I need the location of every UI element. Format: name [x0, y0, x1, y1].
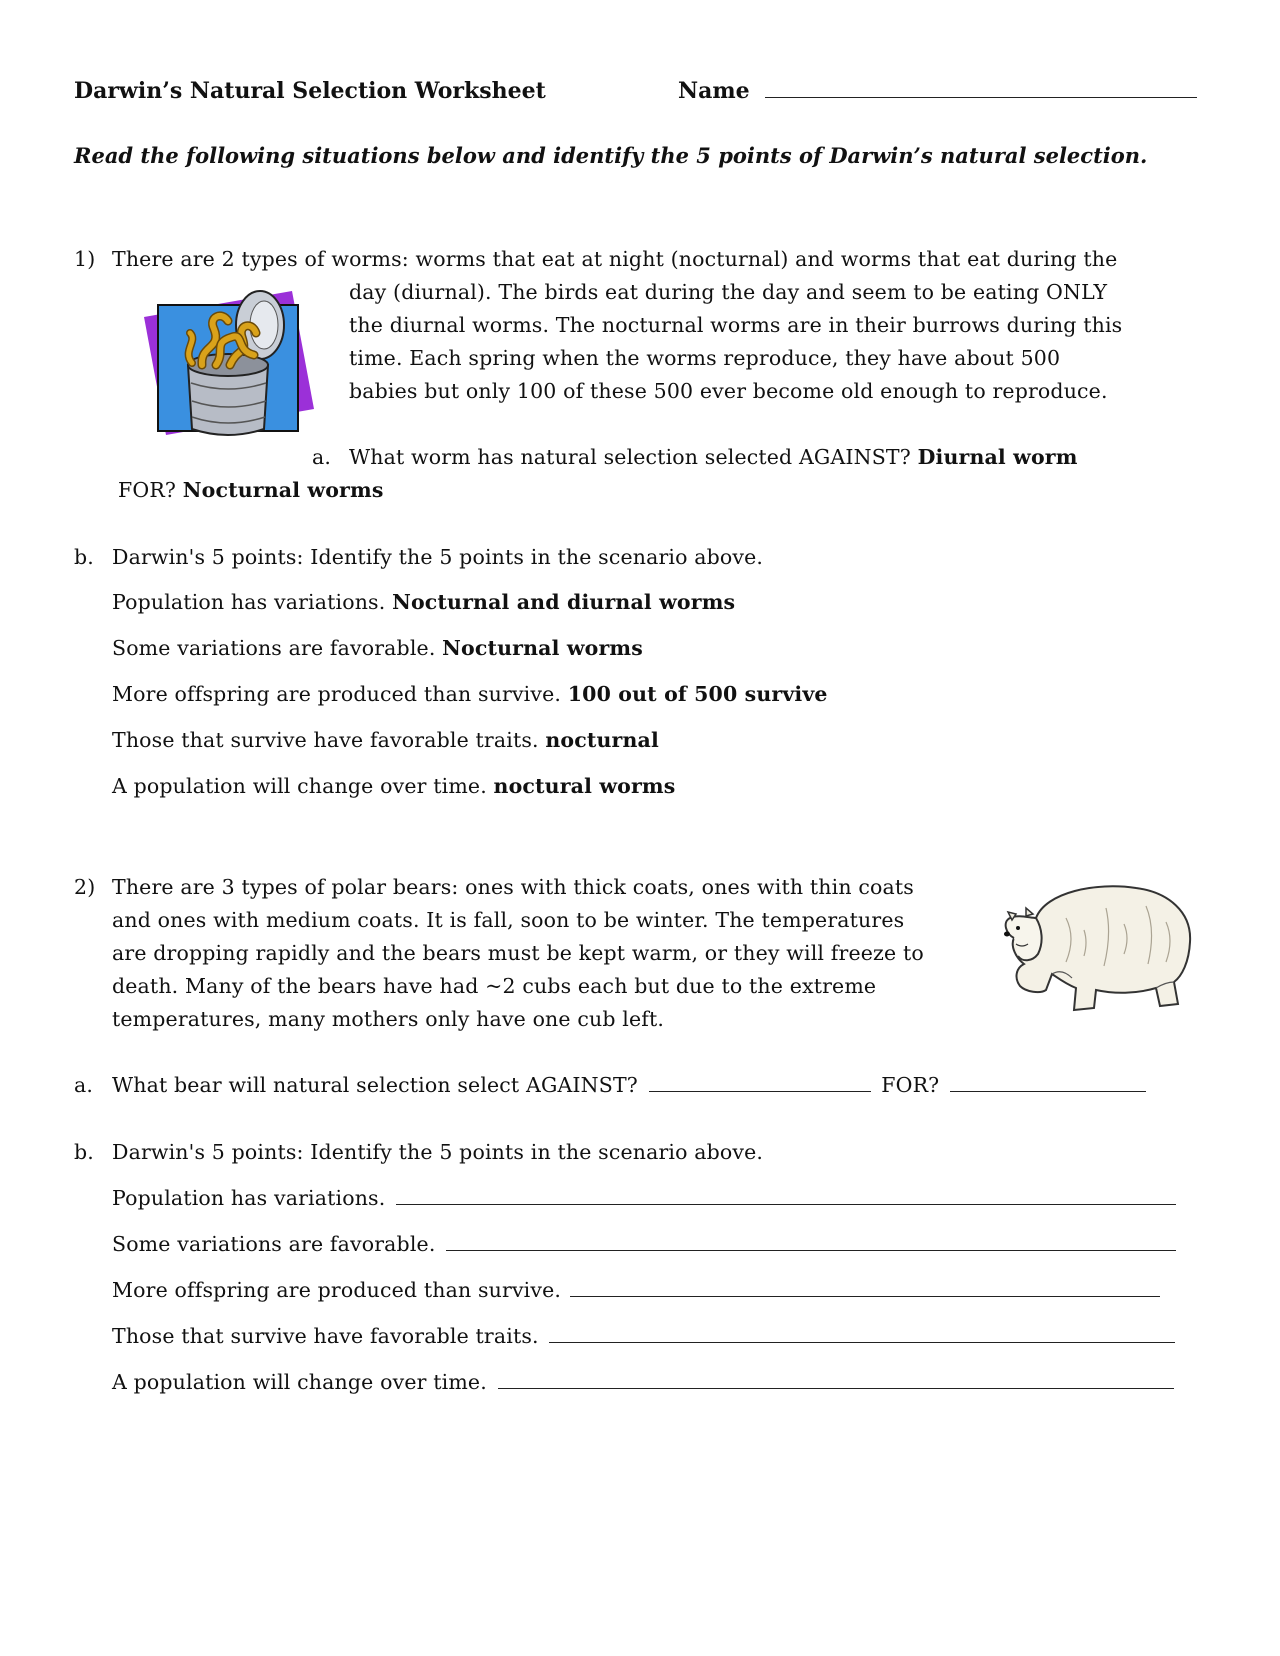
q2-point-label: Those that survive have favorable traits.	[112, 1324, 539, 1348]
q1-point-label: A population will change over time.	[112, 774, 487, 798]
q2-point	[112, 1232, 1176, 1256]
q2-for-blank[interactable]	[950, 1090, 1146, 1092]
q1-point	[112, 636, 643, 660]
name-label-text: Name	[678, 78, 750, 104]
q2-line: are dropping rapidly and the bears must be kept warm, or they will freeze to	[112, 941, 924, 965]
q1-point	[112, 774, 675, 798]
q1-point-label: Some variations are favorable.	[112, 636, 436, 660]
polar-bear-icon	[996, 878, 1196, 1018]
q1-line: time. Each spring when the worms reproduce, they have about 500	[349, 346, 1061, 370]
q1-a-for	[118, 478, 384, 502]
q1-a-against-answer: Diurnal worm	[917, 445, 1078, 469]
q2-line: and ones with medium coats. It is fall, soon to be winter. The temperatures	[112, 908, 905, 932]
q1-point-label: Population has variations.	[112, 590, 386, 614]
q2-a-marker: a.	[74, 1073, 94, 1097]
q1-number: 1)	[74, 247, 96, 271]
q2-point-label: Population has variations.	[112, 1186, 386, 1210]
q2-point	[112, 1324, 1175, 1348]
q1-point-answer: Nocturnal and diurnal worms	[392, 590, 736, 614]
instructions: Read the following situations below and identify the 5 points of Darwin’s natural selection.	[74, 143, 1148, 168]
q1-point-answer: Nocturnal worms	[442, 636, 643, 660]
q1-a-question	[349, 445, 1078, 469]
q1-a-question-text: What worm has natural selection selected AGAINST?	[349, 445, 911, 469]
q2-line: There are 3 types of polar bears: ones with thick coats, ones with thin coats	[112, 875, 914, 899]
q1-point-answer: nocturnal	[545, 728, 659, 752]
q2-point-blank[interactable]	[396, 1203, 1176, 1205]
q1-a-for-answer: Nocturnal worms	[182, 478, 384, 502]
name-label	[678, 78, 1197, 104]
q1-b-marker: b.	[74, 545, 94, 569]
q2-a-question-text: What bear will natural selection select AGAINST?	[112, 1073, 638, 1097]
q2-a-for-label: FOR?	[881, 1073, 940, 1097]
q2-point	[112, 1278, 1160, 1302]
q2-point-blank[interactable]	[446, 1249, 1176, 1251]
q2-point-label: More offspring are produced than survive.	[112, 1278, 562, 1302]
q1-a-marker: a.	[312, 445, 332, 469]
q2-number: 2)	[74, 875, 96, 899]
q2-point	[112, 1370, 1174, 1394]
q2-point-blank[interactable]	[570, 1295, 1160, 1297]
q2-line: death. Many of the bears have had ~2 cubs each but due to the extreme	[112, 974, 877, 998]
q1-point	[112, 682, 828, 706]
q1-a-for-label: FOR?	[118, 478, 177, 502]
q1-point	[112, 728, 659, 752]
q2-line: temperatures, many mothers only have one cub left.	[112, 1007, 665, 1031]
q2-against-blank[interactable]	[649, 1090, 871, 1092]
q2-b-marker: b.	[74, 1140, 94, 1164]
q1-point-answer: 100 out of 500 survive	[567, 682, 828, 706]
q1-b-intro: Darwin's 5 points: Identify the 5 points in the scenario above.	[112, 545, 764, 569]
q2-point-blank[interactable]	[498, 1387, 1174, 1389]
q1-point-label: More offspring are produced than survive.	[112, 682, 562, 706]
worm-can-icon	[142, 285, 316, 445]
name-blank[interactable]	[765, 96, 1197, 98]
q1-line: day (diurnal). The birds eat during the day and seem to be eating ONLY	[349, 280, 1108, 304]
q2-b-intro: Darwin's 5 points: Identify the 5 points in the scenario above.	[112, 1140, 764, 1164]
q1-line: There are 2 types of worms: worms that eat at night (nocturnal) and worms that eat during the	[112, 247, 1118, 271]
q1-line: the diurnal worms. The nocturnal worms are in their burrows during this	[349, 313, 1123, 337]
q2-point	[112, 1186, 1176, 1210]
q1-point	[112, 590, 735, 614]
q2-point-blank[interactable]	[549, 1341, 1175, 1343]
worksheet-title: Darwin’s Natural Selection Worksheet	[74, 78, 546, 104]
q1-point-answer: noctural worms	[493, 774, 676, 798]
q2-a-question	[112, 1073, 1146, 1097]
q2-point-label: A population will change over time.	[112, 1370, 487, 1394]
q1-line: babies but only 100 of these 500 ever become old enough to reproduce.	[349, 379, 1108, 403]
q1-point-label: Those that survive have favorable traits.	[112, 728, 539, 752]
q2-point-label: Some variations are favorable.	[112, 1232, 436, 1256]
